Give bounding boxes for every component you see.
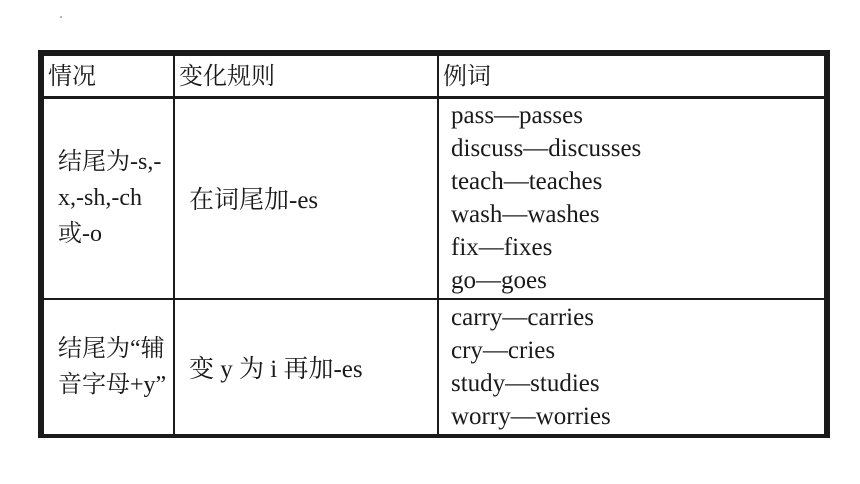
rule-cell: 在词尾加-es [174, 97, 438, 299]
example-word: teach—teaches [451, 168, 603, 196]
rule-cell: 变 y 为 i 再加-es [174, 299, 438, 435]
example-word: cry—cries [451, 337, 556, 364]
examples-cell [438, 97, 825, 299]
examples-cell [438, 299, 825, 435]
rules-table-container [38, 50, 830, 438]
condition-cell: 结尾为“辅音字母+y” [43, 299, 174, 435]
example-word: worry—worries [451, 403, 611, 430]
header-change-rule: 变化规则 [174, 55, 438, 97]
example-word: study—studies [451, 370, 600, 397]
header-example-words: 例词 [438, 55, 825, 97]
example-word: wash—washes [451, 201, 600, 229]
rules-table [42, 54, 826, 436]
example-word: fix—fixes [451, 234, 553, 262]
example-word: pass—passes [451, 102, 583, 130]
table-row [43, 97, 825, 299]
example-word: go—goes [451, 267, 547, 295]
header-situation: 情况 [43, 55, 174, 97]
example-word: carry—carries [451, 304, 594, 331]
condition-cell: 结尾为-s,-x,-sh,-ch 或-o [43, 97, 174, 299]
table-header-row [43, 55, 825, 97]
decorative-dot [60, 16, 62, 18]
example-word: discuss—discusses [451, 135, 642, 163]
table-row [43, 299, 825, 435]
